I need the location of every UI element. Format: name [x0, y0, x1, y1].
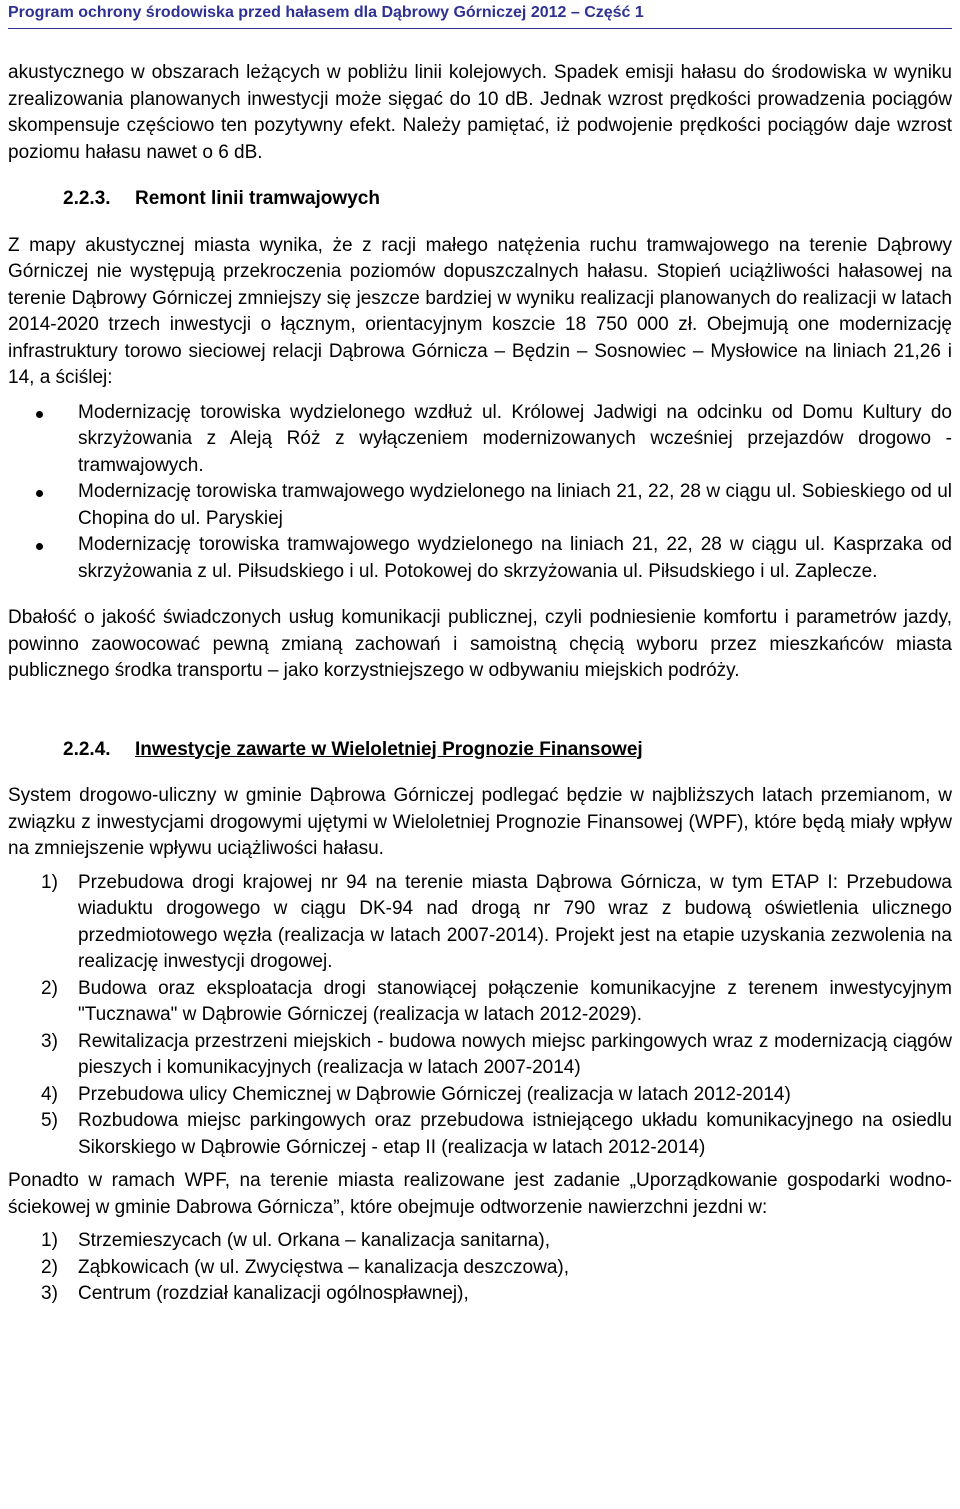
list-item: 1) Strzemieszycach (w ul. Orkana – kanalizacja sanitarna), [41, 1230, 551, 1251]
intro-paragraph: akustycznego w obszarach leżących w pobliżu linii kolejowych. Spadek emisji hałasu do środowiska w wyniku zrealizowania planowanych inwestycji może sięgać do 10 dB. Jednak wzrost prędkości prowadzenia pociągów skompensuje częściowo ten pozytywny efekt. Należy pamiętać, iż podwojenie prędkości pociągów daje wzrost poziomu hałasu nawet o 6 dB. [8, 62, 952, 163]
list-item: 2) Budowa oraz eksploatacja drogi stanowiącej połączenie komunikacyjne z terenem inwestycyjnym "Tucznawa" w Dąbrowie Górniczej (realizacja w latach 2012-2029). [41, 977, 952, 1025]
wpf-investments-list [8, 870, 952, 1162]
streets-list [8, 1228, 952, 1308]
list-item: Modernizację torowiska tramwajowego wydzielonego na liniach 21, 22, 28 w ciągu ul. Kasprzaka od skrzyżowania z ul. Piłsudskiego i ul. Potokowej do skrzyżowania ul. Piłsudskiego i ul. Zaplecze. [8, 532, 952, 585]
section-title: Inwestycje zawarte w Wieloletniej Prognozie Finansowej [135, 738, 643, 760]
section-number: 2.2.4. [63, 738, 111, 760]
list-item: 3) Centrum (rozdział kanalizacji ogólnospławnej), [41, 1283, 469, 1304]
list-item: Modernizację torowiska wydzielonego wzdłuż ul. Królowej Jadwigi na odcinku od Domu Kultury do skrzyżowania z Aleją Róż z wyłączeniem modernizowanych wcześniej przejazdów drogowo - tramwajowych. [8, 400, 952, 480]
section-heading-2-2-3 [8, 186, 952, 213]
document-body [8, 60, 952, 1308]
list-item: 5) Rozbudowa miejsc parkingowych oraz przebudowa istniejącego układu komunikacyjnego na osiedlu Sikorskiego w Dąbrowie Górniczej - etap II (realizacja w latach 2012-2014) [41, 1110, 952, 1158]
running-header: Program ochrony środowiska przed hałasem dla Dąbrowy Górniczej 2012 – Część 1 [8, 0, 952, 29]
bullet-icon [36, 543, 43, 550]
section-title: Remont linii tramwajowych [135, 188, 380, 209]
section-heading-2-2-4 [8, 737, 952, 764]
section-2-2-4-paragraph: System drogowo-uliczny w gminie Dąbrowa Górniczej podlegać będzie w najbliższych latach przemianom, w związku z inwestycjami drogowymi ujętymi w Wieloletniej Prognozie Finansowej (WPF), które będą miały wpływ na zmniejszenie wpływu uciążliwości hałasu. [8, 785, 952, 859]
list-item: 2) Ząbkowicach (w ul. Zwycięstwa – kanalizacja deszczowa), [41, 1256, 570, 1278]
section-number: 2.2.3. [63, 188, 111, 209]
bullet-icon [36, 411, 43, 418]
list-item: 4) Przebudowa ulicy Chemicznej w Dąbrowie Górniczej (realizacja w latach 2012-2014) [41, 1083, 791, 1105]
list-item: 1) Przebudowa drogi krajowej nr 94 na terenie miasta Dąbrowa Górnicza, w tym ETAP I: Przebudowa wiaduktu drogowego w ciągu DK-94 nad drogą nr 790 wraz z budową oświetlenia ulicznego przedmiotowego węzła (realizacja w latach 2007-2014). Projekt jest na etapie uzyskania zezwolenia na realizację inwestycji drogowej. [41, 871, 952, 972]
public-transport-paragraph: Dbałość o jakość świadczonych usług komunikacji publicznej, czyli podniesienie komfortu i parametrów jazdy, powinno zaowocować pewną zmianą zachowań i samoistną chęcią wyboru przez mieszkańców miasta publicznego środka transportu – jako korzystniejszego w odbywaniu miejskich podróży. [8, 607, 952, 681]
bullet-icon [36, 490, 43, 497]
wpf-paragraph: Ponadto w ramach WPF, na terenie miasta realizowane jest zadanie „Uporządkowanie gospodarki wodno-ściekowej w gminie Dabrowa Górnicza”, które obejmuje odtworzenie nawierzchni jezdni w: [8, 1170, 952, 1218]
tramway-investments-list [8, 400, 952, 586]
section-2-2-3-paragraph: Z mapy akustycznej miasta wynika, że z racji małego natężenia ruchu tramwajowego na terenie Dąbrowy Górniczej nie występują przekroczenia poziomów dopuszczalnych hałasu. Stopień uciążliwości hałasowej na terenie Dąbrowy Górniczej zmniejszy się jeszcze bardziej w wyniku realizacji planowanych do realizacji w latach 2014-2020 trzech inwestycji o łącznym, orientacyjnym koszcie 18 750 000 zł. Obejmują one modernizację infrastruktury torowo sieciowej relacji Dąbrowa Górnicza – Będzin – Sosnowiec – Mysłowice na liniach 21,26 i 14, a ściślej: [8, 234, 952, 388]
list-item: 3) Rewitalizacja przestrzeni miejskich - budowa nowych miejsc parkingowych wraz z modernizacją ciągów pieszych i komunikacyjnych (realizacja w latach 2007-2014) [41, 1030, 952, 1078]
list-item: Modernizację torowiska tramwajowego wydzielonego na liniach 21, 22, 28 w ciągu ul. Sobieskiego od ul Chopina do ul. Paryskiej [8, 479, 952, 532]
